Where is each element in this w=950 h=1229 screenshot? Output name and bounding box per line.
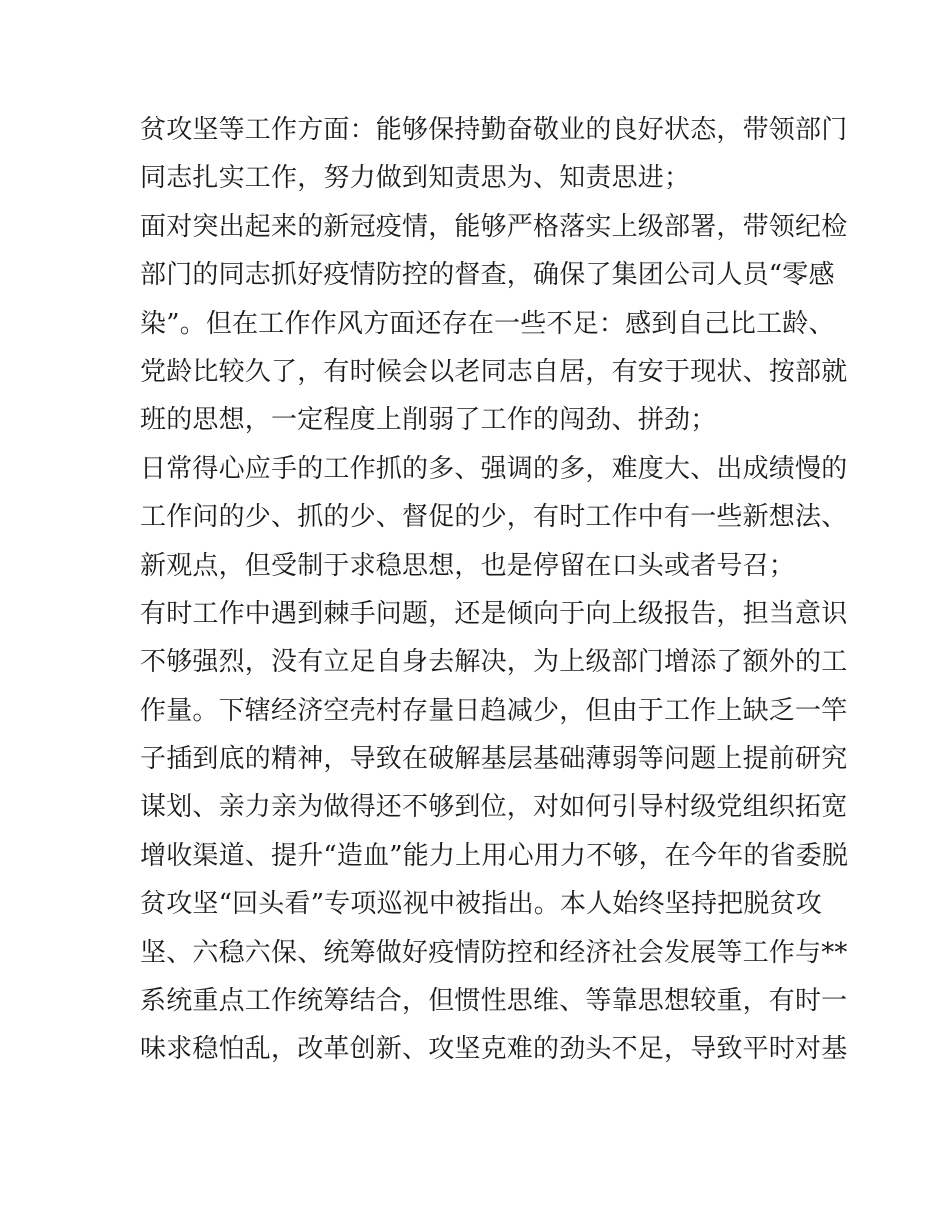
text-line: 面对突出起来的新冠疫情，能够严格落实上级部署，带领纪检 — [140, 211, 848, 242]
text-line: 作量。下辖经济空壳村存量日趋减少，但由于工作上缺乏一竿 — [140, 695, 848, 726]
text-line: 增收渠道、提升“造血”能力上用心用力不够，在今年的省委脱 — [140, 840, 849, 871]
text-line: 贫攻坚等工作方面：能够保持勤奋敬业的良好状态，带领部门 — [140, 115, 848, 145]
text-line: 系统重点工作统筹结合，但惯性思维、等靠思想较重，有时一 — [140, 986, 848, 1017]
text-line: 新观点，但受制于求稳思想，也是停留在口头或者号召； — [140, 550, 796, 581]
text-line: 贫攻坚“回头看”专项巡视中被指出。本人始终坚持把脱贫攻 — [140, 889, 822, 920]
text-line: 不够强烈，没有立足自身去解决，为上级部门增添了额外的工 — [140, 647, 848, 678]
text-line: 坚、六稳六保、统筹做好疫情防控和经济社会发展等工作与** — [140, 937, 848, 968]
text-line: 班的思想，一定程度上削弱了工作的闯劲、拼劲； — [140, 405, 717, 436]
text-line: 味求稳怕乱，改革创新、攻坚克难的劲头不足，导致平时对基 — [140, 1034, 848, 1065]
text-line: 部门的同志抓好疫情防控的督查，确保了集团公司人员“零感 — [140, 260, 835, 291]
text-line: 子插到底的精神，导致在破解基层基础薄弱等问题上提前研究 — [140, 744, 848, 775]
text-line: 同志扎实工作，努力做到知责思为、知责思进； — [140, 163, 691, 194]
text-line: 党龄比较久了，有时候会以老同志自居，有安于现状、按部就 — [140, 356, 848, 387]
text-line: 工作问的少、抓的少、督促的少，有时工作中有一些新想法、 — [140, 502, 848, 533]
text-line: 染”。但在工作作风方面还存在一些不足：感到自己比工龄、 — [140, 308, 835, 339]
text-line: 谋划、亲力亲为做得还不够到位，对如何引导村级党组织拓宽 — [140, 792, 848, 823]
text-line: 日常得心应手的工作抓的多、强调的多，难度大、出成绩慢的 — [140, 453, 848, 484]
body-text — [140, 106, 849, 1074]
text-line: 有时工作中遇到棘手问题，还是倾向于向上级报告，担当意识 — [140, 598, 848, 629]
